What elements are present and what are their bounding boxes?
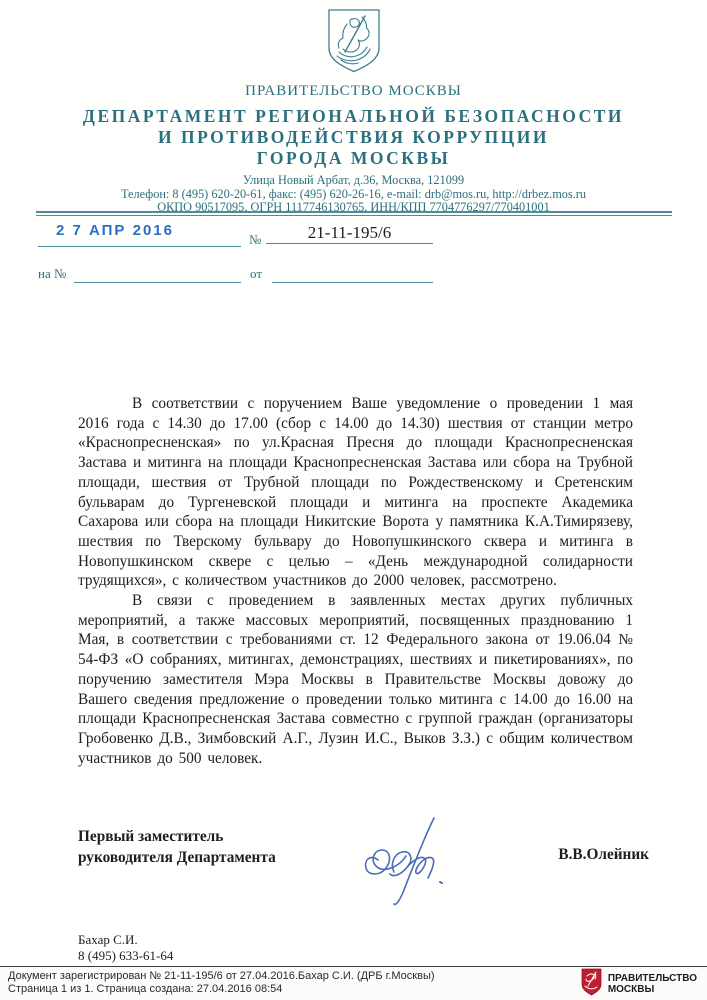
registration-line2: Страница 1 из 1. Страница создана: 27.04.2016 08:54 (8, 982, 283, 995)
document-number: 21-11-195/6 (266, 223, 433, 244)
executor-name: Бахар С.И. (78, 932, 138, 947)
handwritten-signature (356, 812, 466, 917)
signer-title (78, 826, 276, 868)
department-name-line3: ГОРОДА МОСКВЫ (256, 148, 451, 168)
date-underline (38, 246, 241, 247)
signer-name: В.В.Олейник (558, 846, 649, 863)
footer-org-line2: МОСКВЫ (607, 984, 655, 995)
signature-block (78, 826, 653, 916)
moscow-government-logo-icon (581, 968, 602, 1000)
address-line: Улица Новый Арбат, д.36, Москва, 121099 (242, 173, 465, 187)
registration-date-stamp: 2 7 АПР 2016 (56, 222, 174, 239)
moscow-coat-of-arms-icon (0, 8, 707, 79)
reply-date-underline (272, 282, 433, 283)
number-label: № (249, 232, 262, 247)
signer-title-line1: Первый заместитель (78, 828, 224, 845)
footer-org-badge (581, 969, 697, 999)
reference-block (38, 220, 438, 286)
reply-date-label: от (250, 266, 263, 281)
paragraph-2: В связи с проведением в заявленных местах других публичных мероприятий, а также массовых мероприятий, посвященных празднованию 1 Мая, в соответствии с требованиями ст. 12 Федерального закона от 19.06.04 № 54-ФЗ «О собраниях, митингах, демонстрациях, шествиях и пикетированиях», по поручению заместителя Мэра Москвы в Правительстве Москвы довожу до Вашего сведения предложение о проведении только митинга с 14.00 до 16.00 на площади Краснопресненская Застава совместно с группой граждан (организаторы Гробовенко Д.В., Зимбовский А.Г., Лузин И.С., Выков З.З.) с общим количеством участников до 500 человек. (78, 592, 633, 767)
letterhead (0, 0, 707, 215)
executor-block (78, 932, 173, 964)
executor-phone: 8 (495) 633-61-64 (78, 948, 174, 963)
department-name-line1: ДЕПАРТАМЕНТ РЕГИОНАЛЬНОЙ БЕЗОПАСНОСТИ (82, 106, 625, 126)
reference-row-reply (38, 262, 438, 286)
registration-footer (0, 966, 707, 1000)
letterhead-contacts (0, 174, 707, 215)
footer-org-label (608, 973, 697, 995)
reply-number-label: на № (38, 266, 67, 281)
reference-row-number (38, 220, 438, 250)
letter-body (78, 394, 633, 768)
government-title: ПРАВИТЕЛЬСТВО МОСКВЫ (245, 83, 462, 99)
department-name (0, 106, 707, 169)
department-name-line2: И ПРОТИВОДЕЙСТВИЯ КОРРУПЦИИ (157, 127, 550, 147)
requisites-line: ОКПО 90517095, ОГРН 1117746130765, ИНН/КПП 7704776297/770401001 (157, 200, 550, 214)
reply-number-underline (74, 282, 241, 283)
footer-org-line1: ПРАВИТЕЛЬСТВО (607, 973, 697, 984)
contact-line: Телефон: 8 (495) 620-20-61, факс: (495) 620-26-16, e-mail: drb@mos.ru, http://drbez.mos.ru (120, 186, 587, 201)
registration-line1: Документ зарегистрирован № 21-11-195/6 от 27.04.2016.Бахар С.И. (ДРБ г.Москвы) (8, 970, 435, 982)
header-divider (36, 211, 672, 216)
registration-info (8, 970, 435, 995)
paragraph-1: В соответствии с поручением Ваше уведомление о проведении 1 мая 2016 года с 14.30 до 17.00 (сбор с 14.00 до 14.30) шествия от станции метро «Краснопресненская» по ул.Красная Пресня до площади Краснопресненская Застава и митинга на площади Краснопресненская Застава или сбора на Трубной площади, шествия от Трубной площади по Рождественскому и Сретенским бульварам до Тургеневской площади и митинга на проспекте Академика Сахарова или сбора на площади Никитские Ворота у памятника К.А.Тимирязеву, шествия по Тверскому бульвару до Новопушкинского сквера и митинга в Новопушкинском сквере с целью – «День международной солидарности трудящихся», с количеством участников до 2000 человек, рассмотрено. (78, 395, 633, 590)
signer-title-line2: руководителя Департамента (78, 849, 276, 866)
